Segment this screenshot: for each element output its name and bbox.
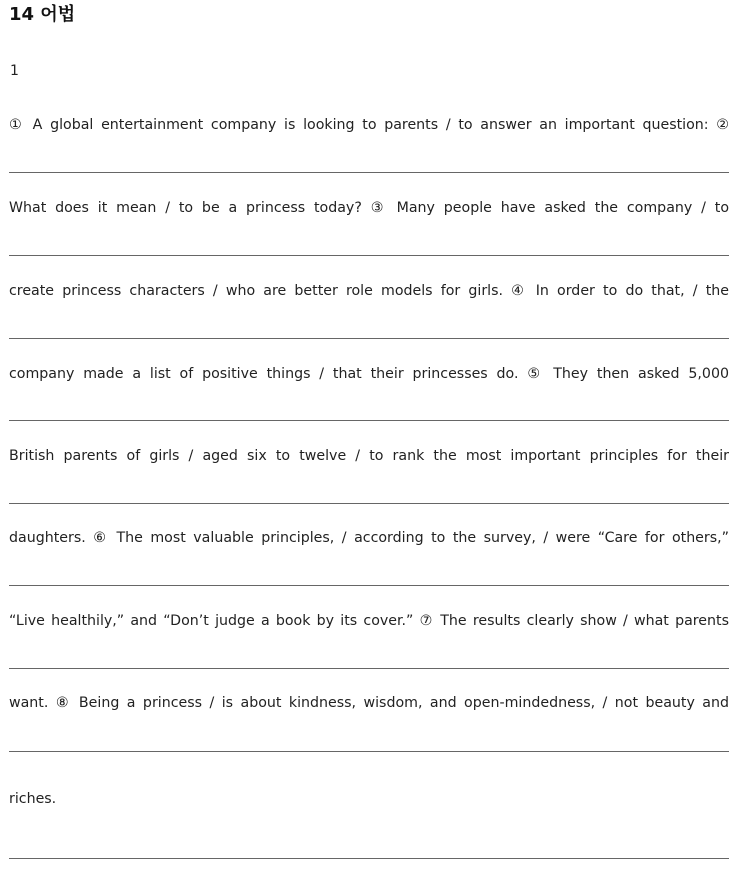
writing-line-8 (9, 751, 729, 752)
passage-line-6: daughters. ⑥ The most valuable principles, / according to the survey, / were “Care for others,” (9, 530, 729, 546)
passage-line-8: want. ⑧ Being a princess / is about kindness, wisdom, and open-mindedness, / not beauty and (9, 695, 729, 711)
passage-line-5: British parents of girls / aged six to twelve / to rank the most important principles for their (9, 448, 729, 464)
writing-line-5 (9, 503, 729, 504)
passage-line-1: ① A global entertainment company is looking to parents / to answer an important question: ② (9, 117, 729, 133)
writing-line-4 (9, 420, 729, 421)
passage-line-7: “Live healthily,” and “Don’t judge a book by its cover.” ⑦ The results clearly show / what parents (9, 613, 729, 629)
question-number: 1 (10, 63, 19, 79)
writing-line-3 (9, 338, 729, 339)
writing-line-2 (9, 255, 729, 256)
passage-line-2: What does it mean / to be a princess today? ③ Many people have asked the company / to (9, 200, 729, 216)
passage-line-4: company made a list of positive things / that their princesses do. ⑤ They then asked 5,000 (9, 366, 729, 382)
passage-line-9: riches. (9, 791, 57, 807)
passage-line-3: create princess characters / who are better role models for girls. ④ In order to do that, / the (9, 283, 729, 299)
writing-line-1 (9, 172, 729, 173)
writing-line-9 (9, 858, 729, 859)
section-title: 14 어법 (9, 4, 76, 25)
writing-line-7 (9, 668, 729, 669)
writing-line-6 (9, 585, 729, 586)
